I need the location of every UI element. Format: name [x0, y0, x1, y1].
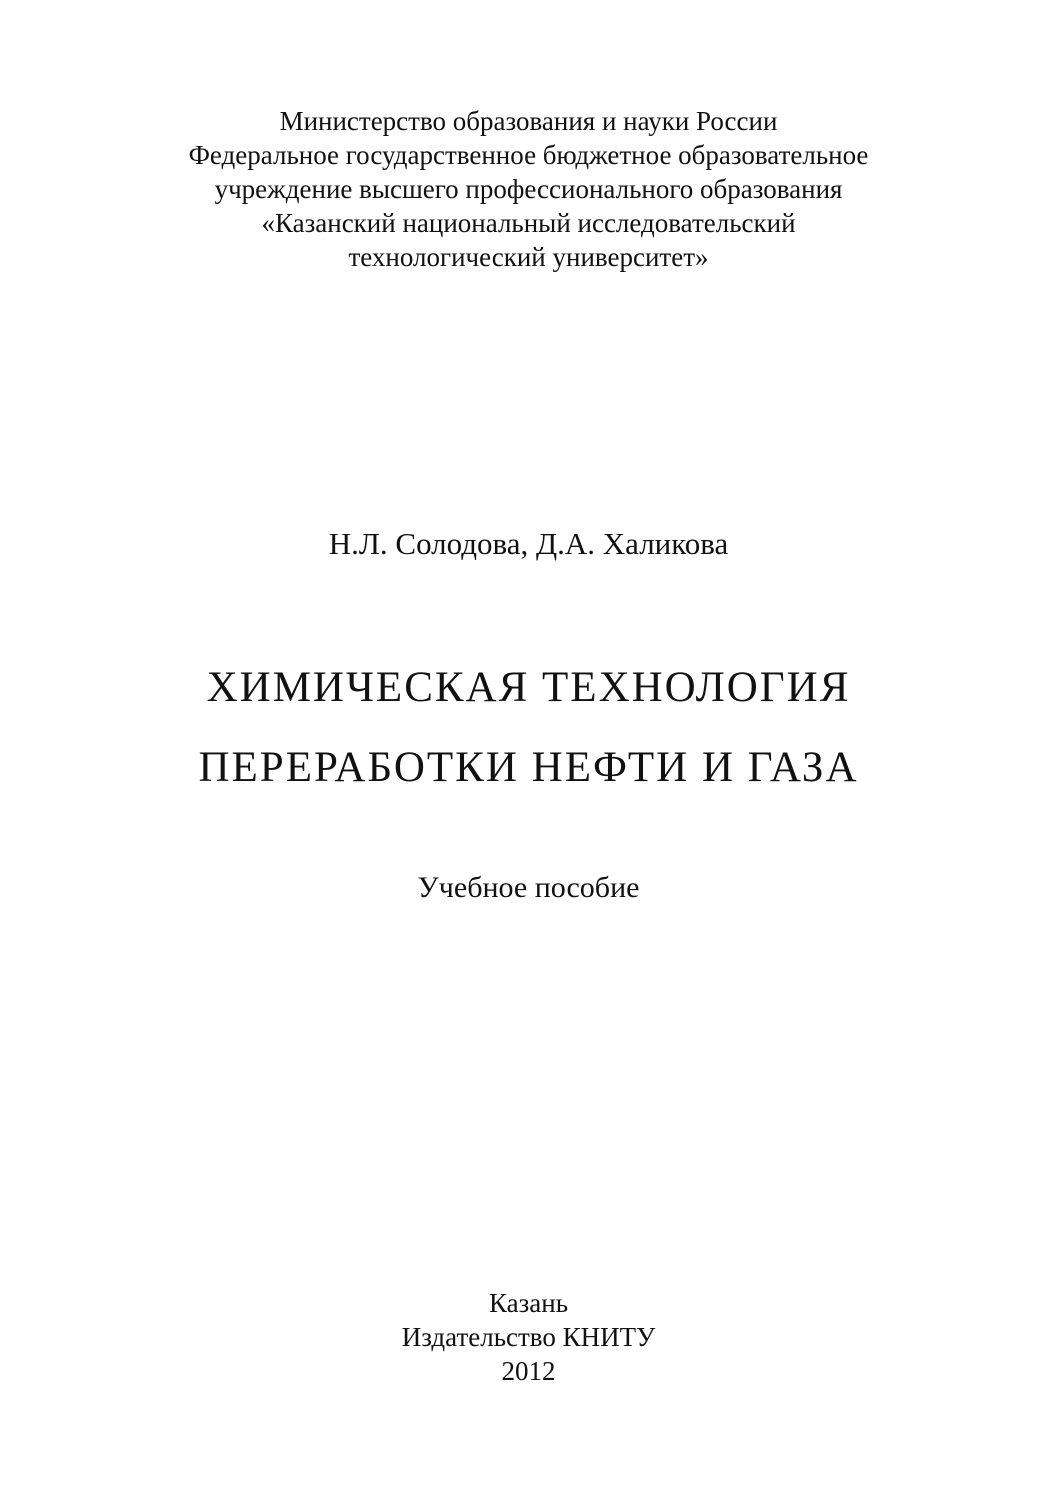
- book-title-line-2: ПЕРЕРАБОТКИ НЕФТИ И ГАЗА: [198, 744, 859, 791]
- book-title-line-1: ХИМИЧЕСКАЯ ТЕХНОЛОГИЯ: [206, 664, 851, 711]
- book-title: [0, 648, 1057, 808]
- institution-line-ministry: Министерство образования и науки России: [279, 106, 778, 136]
- institution-line-university-name: «Казанский национальный исследовательский: [261, 208, 796, 238]
- institution-line-federal: Федеральное государственное бюджетное образовательное: [188, 140, 869, 170]
- institution-line-establishment: учреждение высшего профессионального образования: [214, 174, 843, 204]
- imprint-publisher: Издательство КНИТУ: [401, 1322, 656, 1352]
- imprint-block: [0, 1286, 1057, 1388]
- institution-block: [0, 104, 1057, 274]
- document-type: Учебное пособие: [417, 871, 640, 904]
- institution-line-university-type: технологический университет»: [348, 242, 709, 272]
- imprint-city: Казань: [488, 1288, 569, 1318]
- imprint-year: 2012: [501, 1356, 556, 1386]
- authors: Н.Л. Солодова, Д.А. Халикова: [328, 526, 729, 561]
